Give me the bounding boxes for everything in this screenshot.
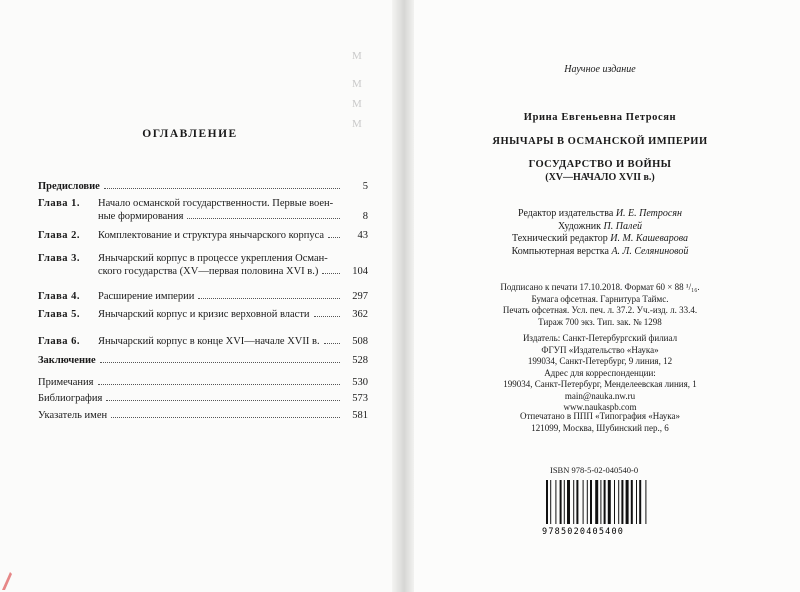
toc-entry-title: Заключение [38, 355, 96, 366]
barcode-bar [576, 480, 578, 524]
toc-page-number: 5 [362, 181, 368, 192]
credit-line [400, 221, 800, 234]
toc-page-number: 43 [357, 230, 368, 241]
toc-entry-title: Предисловие [38, 181, 100, 192]
imprint-line: Печать офсетная. Усл. печ. л. 37.2. Уч.-изд. л. 33.4. [502, 305, 698, 315]
book-subtitle: ГОСУДАРСТВО И ВОЙНЫ [528, 159, 672, 170]
credit-name: И. Е. Петросян [615, 208, 682, 219]
toc-page-number: 104 [352, 266, 368, 277]
printer-line: 121099, Москва, Шубинский пер., 6 [531, 422, 669, 433]
toc-page-number: 581 [352, 410, 368, 421]
barcode-digits: 9785020405400 [542, 527, 625, 537]
credit-line [400, 208, 800, 221]
toc-page-number: 530 [352, 377, 368, 388]
toc-page-number: 528 [352, 355, 368, 366]
barcode-bar [621, 480, 623, 524]
barcode-bar [626, 480, 629, 524]
toc-entry-title-cont: ского государства (XV—первая половина XVI в.) [98, 266, 319, 277]
credits-block [400, 208, 800, 258]
toc-chapter-label: Глава 2. [38, 230, 81, 241]
corner-mark-icon [0, 566, 20, 592]
toc-page-number: 573 [352, 393, 368, 404]
imprint-line: Подписано к печати 17.10.2018. Формат 60 × 88 ¹/₁₆. [500, 282, 700, 292]
credit-role: Художник [557, 220, 602, 232]
toc-page-number: 362 [352, 309, 368, 320]
bleed-through-mark: М [352, 78, 362, 90]
barcode-bar [550, 480, 551, 524]
toc-entry [38, 197, 368, 223]
publisher-email: main@nauka.nw.ru [564, 390, 636, 401]
barcode-bar [546, 480, 548, 524]
barcode-bar [631, 480, 633, 524]
barcode-bar [564, 480, 565, 524]
isbn-block [538, 465, 663, 538]
barcode-bar [614, 480, 615, 524]
toc-entry-title: Начало османской государственности. Первые воен- [98, 198, 334, 209]
imprint-line: Бумага офсетная. Гарнитура Таймс. [531, 293, 669, 304]
bleed-through-mark: М [352, 118, 362, 130]
toc-entry [38, 180, 368, 193]
barcode-bar [636, 480, 637, 524]
credit-name: А. Л. Селяниновой [611, 245, 689, 257]
credit-line [400, 233, 800, 246]
publisher-website: www.naukaspb.com [563, 402, 637, 412]
barcode-bar [618, 480, 619, 524]
toc-entry [38, 335, 368, 348]
toc-entry-title: Янычарский корпус в процессе укрепления Осман- [98, 253, 328, 264]
toc-chapter-label: Глава 3. [38, 253, 81, 264]
book-title: ЯНЫЧАРЫ В ОСМАНСКОЙ ИМПЕРИИ [492, 136, 708, 147]
credit-name: И. М. Кашеварова [610, 233, 688, 244]
barcode-bar [604, 480, 606, 524]
toc-chapter-label: Глава 4. [38, 291, 81, 302]
toc-entry-title: Расширение империи [98, 291, 195, 302]
author-name: Ирина Евгеньевна Петросян [523, 112, 677, 123]
toc-entry-title-cont: ные формирования [98, 211, 184, 222]
toc-entry [38, 392, 368, 405]
barcode-bar [639, 480, 641, 524]
barcode-bar [583, 480, 584, 524]
imprint-block [400, 282, 800, 328]
isbn-number: ISBN 978-5-02-040540-0 [550, 465, 639, 475]
toc-page-number: 297 [352, 291, 368, 302]
toc-entry-title: Библиография [38, 393, 103, 404]
toc-entry-title: Примечания [38, 377, 94, 388]
toc-entry [38, 308, 368, 321]
printer-block [400, 411, 800, 434]
toc-chapter-label: Глава 5. [38, 309, 81, 320]
publisher-line: Адрес для корреспонденции: [544, 367, 656, 378]
barcode-bar [560, 480, 562, 524]
credit-name: П. Палей [603, 220, 643, 232]
toc-entry [38, 376, 368, 389]
toc-entry [38, 252, 368, 278]
barcode-bar [567, 480, 570, 524]
publisher-block [400, 333, 800, 414]
barcode-bar [645, 480, 646, 524]
toc-entry-title: Комплектование и структура янычарского корпуса [98, 230, 325, 241]
toc-entry [38, 229, 368, 242]
credit-line [400, 246, 800, 259]
bleed-through-mark: М [352, 50, 362, 62]
toc-chapter-label: Глава 6. [38, 336, 81, 347]
barcode-bar [587, 480, 588, 524]
barcode-bar [555, 480, 556, 524]
toc-entry [38, 290, 368, 303]
credit-role: Компьютерная верстка [511, 245, 609, 257]
credit-role: Редактор издательства [518, 208, 614, 219]
publisher-line: 199034, Санкт-Петербург, 9 линия, 12 [527, 356, 673, 366]
barcode-icon [538, 478, 663, 538]
toc-entry-title: Янычарский корпус и кризис верховной власти [98, 309, 310, 320]
barcode-bar [590, 480, 592, 524]
edition-type: Научное издание [564, 64, 636, 75]
toc-heading: ОГЛАВЛЕНИЕ [142, 128, 238, 140]
publisher-line: ФГУП «Издательство «Наука» [541, 344, 659, 355]
credit-role: Технический редактор [512, 233, 608, 244]
barcode-bar [608, 480, 611, 524]
publisher-line: Издатель: Санкт-Петербургский филиал [522, 333, 678, 343]
printer-line: Отпечатано в ППП «Типография «Наука» [519, 411, 681, 421]
toc-entry [38, 409, 368, 422]
bleed-through-mark: М [352, 98, 362, 110]
toc-page-number: 508 [352, 336, 368, 347]
barcode-bar [573, 480, 574, 524]
barcode-bar [595, 480, 598, 524]
toc-entry [38, 354, 368, 367]
toc-entry-title: Янычарский корпус в конце XVI—начале XVII в. [98, 336, 320, 347]
toc-chapter-label: Глава 1. [38, 198, 81, 209]
barcode-bar [600, 480, 601, 524]
book-period: (XV—НАЧАЛО XVII в.) [545, 172, 655, 183]
toc-entry-title: Указатель имен [38, 410, 108, 421]
toc-page-number: 8 [362, 211, 368, 222]
publisher-line: 199034, Санкт-Петербург, Менделеевская линия, 1 [503, 379, 697, 389]
imprint-line: Тираж 700 экз. Тип. зак. № 1298 [538, 316, 662, 327]
